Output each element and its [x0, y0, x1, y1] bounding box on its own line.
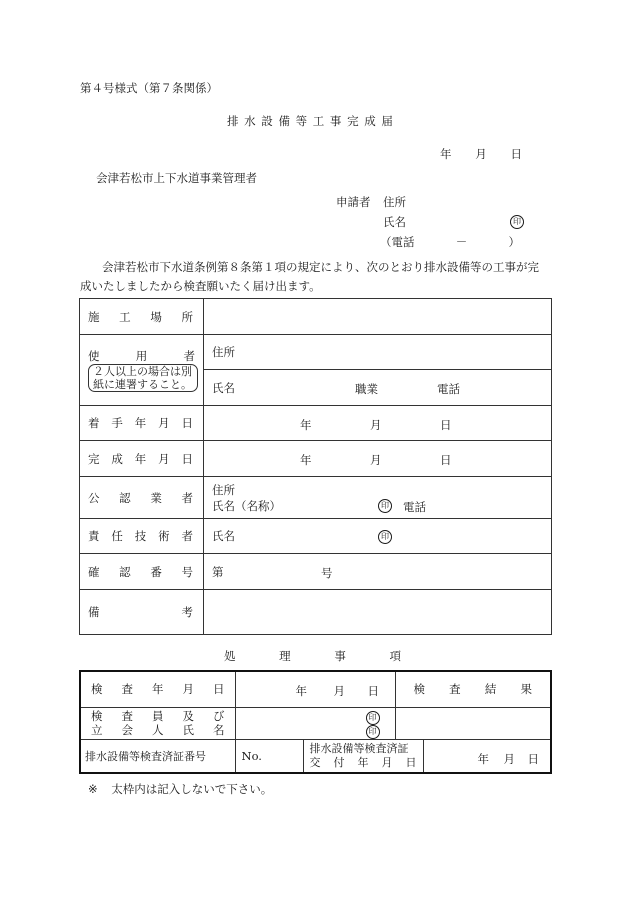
proc-field-cert-date[interactable]: 年 月 日 — [423, 739, 551, 773]
date-month: 月 — [475, 147, 487, 161]
phone-close: ） — [508, 235, 520, 249]
proc-field-cert-no[interactable]: No. — [235, 739, 303, 773]
label-user: 使 用 者 ２人以上の場合は別紙に連署すること。 — [80, 335, 204, 406]
applicant-phone — [380, 234, 520, 250]
form-title: 排 水 設 備 等 工 事 完 成 届 — [227, 114, 394, 128]
footnote-text: 太枠内は記入しないで下さい。 — [111, 782, 273, 796]
contractor-phone-label: 電話 — [403, 500, 426, 514]
label-confirm-number: 確 認 番 号 — [80, 554, 204, 590]
phone-dash: － — [455, 235, 468, 249]
field-engineer[interactable]: 氏名 印 — [204, 519, 552, 554]
field-remarks[interactable] — [204, 590, 552, 635]
date-line — [440, 146, 522, 162]
proc-row-inspector — [80, 707, 551, 739]
main-table — [79, 298, 552, 635]
engineer-seal: 印 — [378, 530, 392, 544]
applicant-name: 氏名 — [383, 215, 406, 229]
row-confirm-number — [80, 554, 552, 590]
form-number: 第４号様式（第７条関係） — [80, 81, 218, 95]
user-note: ２人以上の場合は別紙に連署すること。 — [88, 364, 198, 392]
applicant-seal: 印 — [510, 214, 524, 229]
field-start-date[interactable]: 年 月 日 — [204, 406, 552, 441]
proc-field-inspector[interactable] — [235, 707, 395, 739]
user-phone-label: 電話 — [437, 382, 460, 396]
inspector-seal: 印 — [366, 711, 380, 725]
label-engineer: 責 任 技 術 者 — [80, 519, 204, 554]
footnote-mark: ※ — [88, 782, 98, 796]
label-start-date: 着 手 年 月 日 — [80, 406, 204, 441]
user-name-label: 氏名 — [212, 380, 235, 395]
row-complete-date — [80, 441, 552, 477]
footnote — [88, 781, 272, 797]
field-confirm-number[interactable]: 第 号 — [204, 554, 552, 590]
user-job-label: 職業 — [355, 382, 378, 396]
proc-label-date: 検 査 年 月 日 — [80, 671, 235, 707]
label-remarks: 備 考 — [80, 590, 204, 635]
row-site — [80, 299, 552, 335]
contractor-seal: 印 — [378, 499, 392, 513]
processing-title: 処 理 事 項 — [224, 649, 401, 663]
proc-field-result[interactable] — [395, 707, 551, 739]
body-text: 会津若松市下水道条例第８条第１項の規定により、次のとおり排水設備等の工事が完成いたしましたから検査願いたく届け出ます。 — [80, 260, 539, 293]
proc-row-cert — [80, 739, 551, 773]
proc-label-cert: 排水設備等検査済証番号 — [80, 739, 235, 773]
witness-seal: 印 — [366, 725, 380, 739]
date-day: 日 — [510, 147, 522, 161]
proc-field-date[interactable]: 年 月 日 — [235, 671, 395, 707]
label-complete-date: 完 成 年 月 日 — [80, 441, 204, 477]
field-user-address[interactable]: 住所 — [204, 335, 552, 370]
applicant-label: 申請者 — [336, 195, 371, 209]
row-remarks — [80, 590, 552, 635]
field-contractor[interactable]: 住所 氏名（名称） 印 電話 — [204, 477, 552, 519]
field-complete-date[interactable]: 年 月 日 — [204, 441, 552, 477]
processing-table — [79, 670, 552, 774]
applicant-address: 住所 — [383, 195, 406, 209]
field-site[interactable] — [204, 299, 552, 335]
proc-row-date — [80, 671, 551, 707]
row-contractor — [80, 477, 552, 519]
row-start-date — [80, 406, 552, 441]
date-year: 年 — [440, 147, 452, 161]
row-engineer — [80, 519, 552, 554]
addressee: 会津若松市上下水道事業管理者 — [96, 171, 257, 185]
field-user-name[interactable] — [204, 370, 552, 406]
proc-label-result: 検 査 結 果 — [395, 671, 551, 707]
proc-label-inspector: 検 査 員 及 び 立 会 人 氏 名 — [80, 707, 235, 739]
proc-label-cert-issue: 排水設備等検査済証 交 付 年 月 日 — [303, 739, 423, 773]
label-site: 施 工 場 所 — [80, 299, 204, 335]
row-user-address — [80, 335, 552, 370]
label-contractor: 公 認 業 者 — [80, 477, 204, 519]
phone-open: （電話 — [380, 235, 415, 249]
